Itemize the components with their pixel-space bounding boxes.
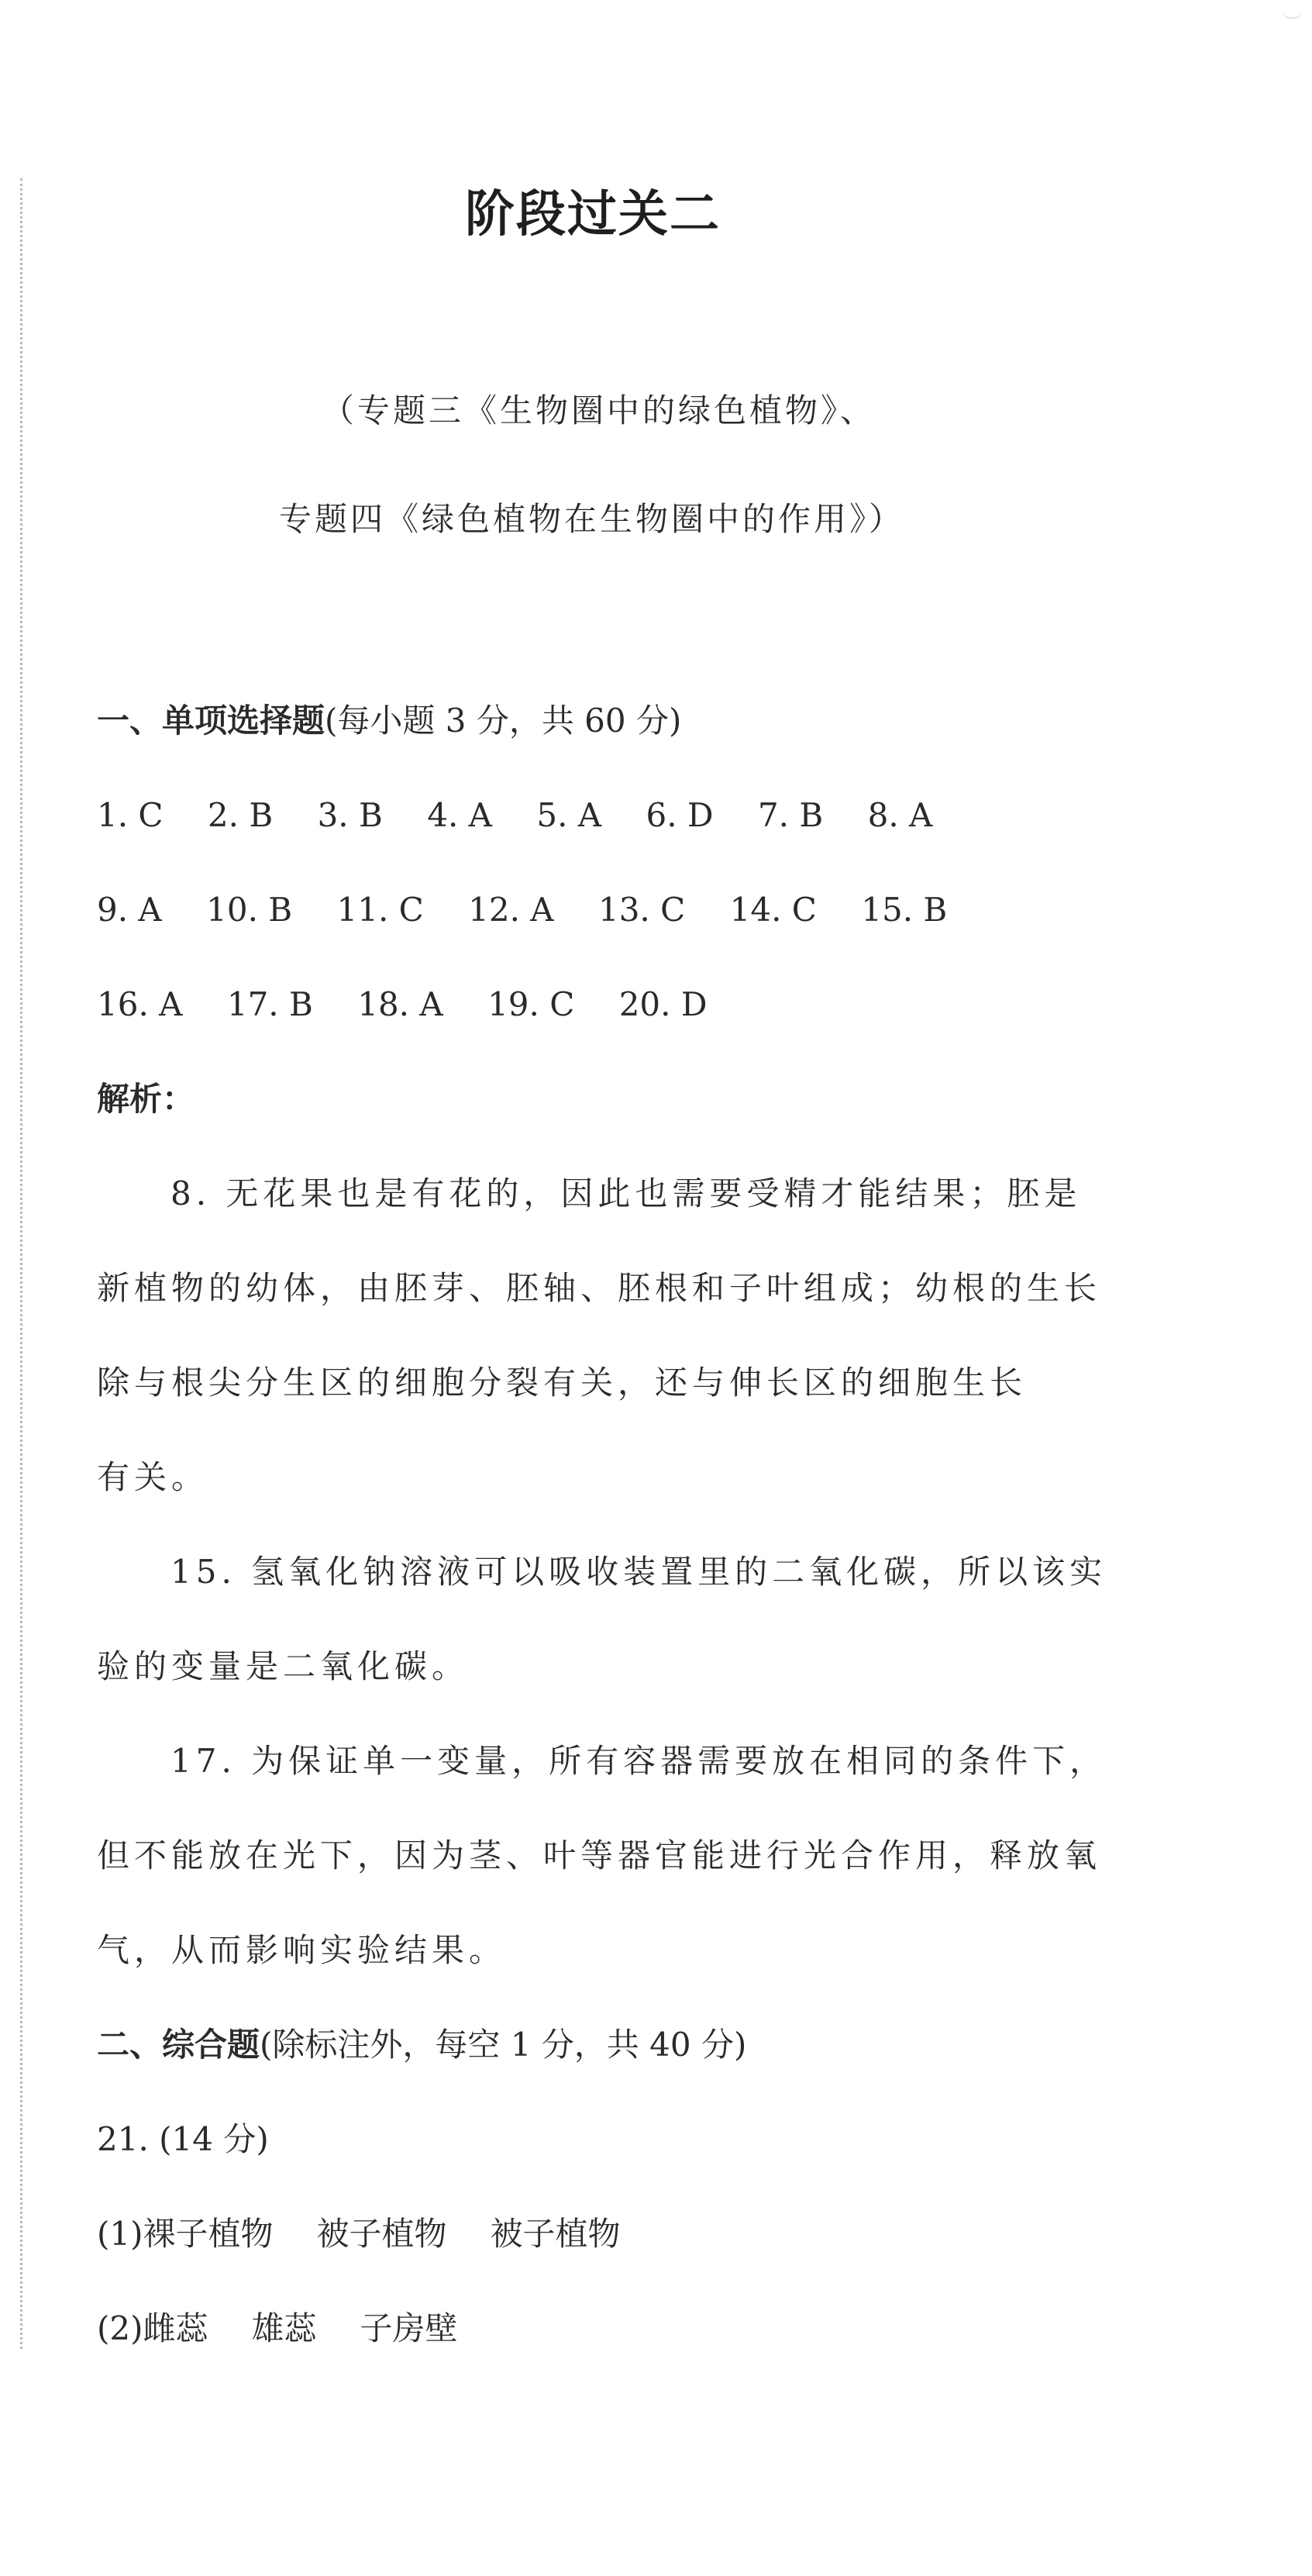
note-q8-line-2: 新植物的幼体，由胚芽、胚轴、胚根和子叶组成；幼根的生长	[97, 1269, 1102, 1307]
note-q8-line-3: 除与根尖分生区的细胞分裂有关，还与伸长区的细胞生长	[97, 1364, 1028, 1402]
section2-heading-bold: 二、综合题	[97, 2026, 260, 2064]
answer-item: 20. D	[618, 985, 708, 1023]
answer-item: 1. C	[97, 796, 164, 834]
answer-row-1	[97, 796, 932, 835]
note-q15-line-1: 15. 氢氧化钠溶液可以吸收装置里的二氧化碳，所以该实	[170, 1553, 1107, 1591]
answer-item: 19. C	[487, 985, 575, 1023]
section1-heading	[97, 702, 681, 740]
answer-item: 12. A	[468, 891, 554, 929]
subtitle-line-2: 专题四《绿色植物在生物圈中的作用》）	[279, 500, 905, 538]
answer-item: 17. B	[226, 985, 313, 1023]
page-title: 阶段过关二	[465, 186, 721, 243]
q21-part-1-answer: 裸子植物	[143, 2215, 274, 2253]
section1-heading-rest: (每小题 3 分，共 60 分)	[325, 702, 682, 740]
q21-part-1	[97, 2215, 621, 2254]
answer-item: 3. B	[317, 796, 383, 834]
answer-item: 7. B	[757, 796, 824, 834]
q21-part-2-answer: 雄蕊	[251, 2309, 317, 2347]
q21-header: 21. (14 分)	[97, 2120, 269, 2158]
answer-item: 8. A	[867, 796, 933, 834]
note-q8-line-1: 8. 无花果也是有花的，因此也需要受精才能结果；胚是	[170, 1174, 1082, 1212]
answer-item: 11. C	[336, 891, 424, 929]
q21-part-1-answer: 被子植物	[490, 2215, 621, 2253]
analysis-label: 解析：	[97, 1080, 195, 1118]
answer-item: 9. A	[97, 891, 162, 929]
corner-mark	[1283, 6, 1303, 19]
section2-heading-rest: (除标注外，每空 1 分，共 40 分)	[260, 2026, 747, 2064]
answer-row-3	[97, 985, 708, 1024]
answer-item: 13. C	[597, 891, 686, 929]
note-q17-line-3: 气，从而影响实验结果。	[97, 1931, 507, 1969]
section1-heading-bold: 一、单项选择题	[97, 702, 325, 740]
note-q17-line-2: 但不能放在光下，因为茎、叶等器官能进行光合作用，释放氧	[97, 1836, 1102, 1874]
answer-item: 18. A	[357, 985, 443, 1023]
q21-part-1-answer: 被子植物	[316, 2215, 447, 2253]
section2-heading	[97, 2026, 746, 2064]
answer-item: 5. A	[536, 796, 602, 834]
answer-item: 16. A	[97, 985, 183, 1023]
q21-part-2-answer: 雌蕊	[143, 2309, 208, 2347]
note-q15-line-2: 验的变量是二氧化碳。	[97, 1647, 470, 1685]
subtitle-line-1: （专题三《生物圈中的绿色植物》、	[322, 391, 876, 429]
answer-item: 4. A	[427, 796, 492, 834]
answer-item: 6. D	[646, 796, 714, 834]
q21-part-1-label: (1)	[97, 2215, 143, 2253]
answer-item: 14. C	[729, 891, 817, 929]
q21-part-2	[97, 2309, 458, 2348]
q21-part-2-label: (2)	[97, 2309, 143, 2347]
q21-part-2-answer: 子房壁	[360, 2309, 458, 2347]
binding-margin-line	[20, 178, 22, 2349]
answer-row-2	[97, 891, 947, 929]
note-q8-line-4: 有关。	[97, 1458, 209, 1496]
answer-item: 15. B	[861, 891, 948, 929]
answer-item: 10. B	[206, 891, 293, 929]
note-q17-line-1: 17. 为保证单一变量，所有容器需要放在相同的条件下，	[170, 1742, 1107, 1780]
answer-item: 2. B	[207, 796, 274, 834]
